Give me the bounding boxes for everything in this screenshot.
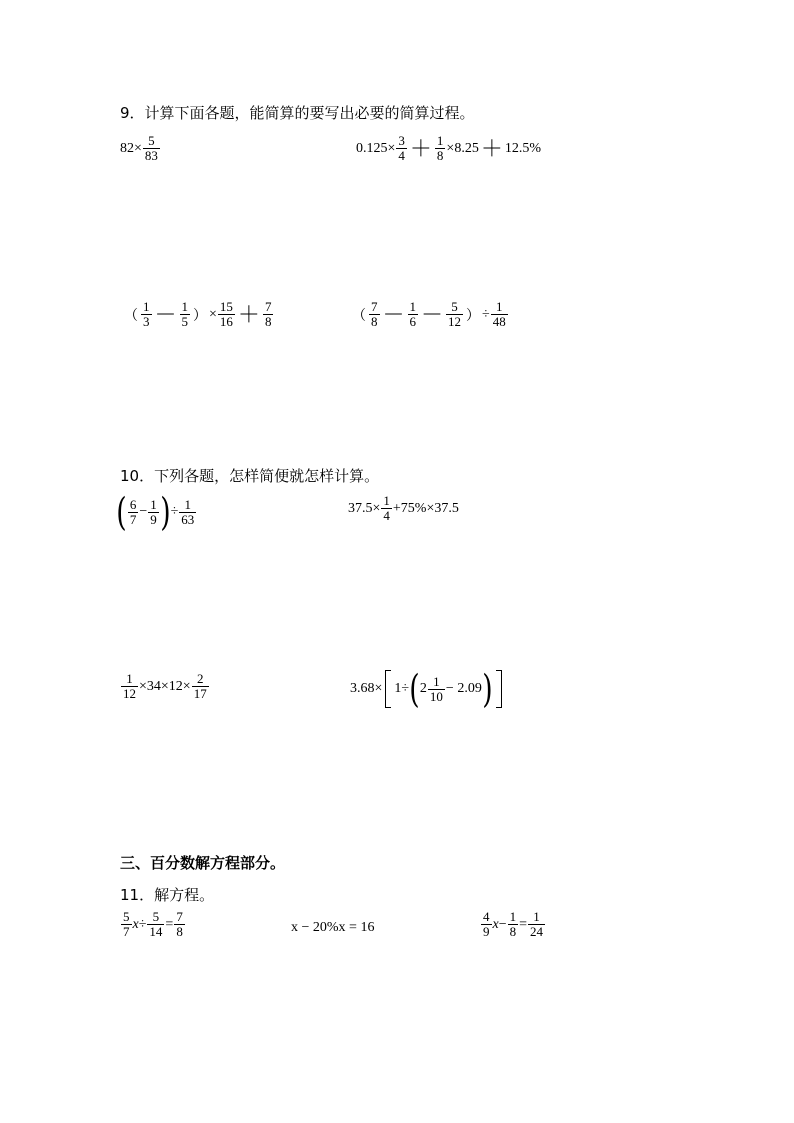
math-token: )	[159, 490, 171, 534]
fraction-numerator: 1	[509, 909, 517, 924]
math-token: =	[519, 916, 528, 932]
fraction-denominator: 16	[219, 314, 233, 329]
math-token: 12.5%	[504, 140, 542, 156]
fraction	[218, 300, 235, 329]
math-token: ÷	[138, 916, 147, 932]
q11-expr-2	[291, 920, 374, 936]
fraction	[147, 910, 164, 939]
q9-expr-1	[120, 134, 161, 163]
fraction-numerator: 1	[150, 496, 157, 512]
math-token: (	[116, 490, 127, 534]
math-token: − 2.09	[445, 681, 482, 696]
fraction	[381, 494, 392, 523]
fraction-numerator: 1	[436, 133, 444, 148]
fraction-denominator: 8	[176, 924, 183, 939]
fraction-denominator: 83	[144, 148, 158, 163]
fraction	[491, 300, 508, 329]
math-token: 82×	[120, 140, 142, 156]
math-token: 1÷	[394, 681, 410, 696]
section-3-title: 三、百分数解方程部分。	[120, 854, 286, 872]
fraction-numerator: 7	[371, 299, 378, 314]
fraction-numerator: 5	[148, 133, 155, 148]
math-token: x	[492, 916, 499, 932]
fraction-numerator: 1	[184, 496, 191, 512]
fraction-numerator: 1	[533, 909, 540, 924]
math-token: ×	[209, 306, 217, 322]
fraction-numerator: 1	[495, 299, 503, 314]
math-token: ÷	[482, 306, 490, 322]
fraction	[180, 300, 191, 329]
fraction-numerator: 5	[152, 909, 160, 924]
fraction-denominator: 6	[409, 314, 417, 329]
fraction-numerator: 6	[129, 496, 137, 512]
fraction-numerator: 7	[264, 299, 272, 314]
q10-expr-2	[348, 494, 459, 523]
math-token: −	[498, 916, 507, 932]
math-token: ×8.25	[446, 140, 479, 156]
fraction-numerator: 1	[383, 493, 390, 508]
fraction	[141, 300, 152, 329]
q9-title: 9．计算下面各题，能简算的要写出必要的简算过程。	[120, 104, 475, 122]
fraction-denominator: 63	[181, 511, 195, 527]
fraction	[435, 134, 446, 163]
math-token: +75%×37.5	[392, 500, 459, 516]
fraction-denominator: 24	[530, 924, 544, 939]
fraction-numerator: 1	[409, 299, 417, 314]
q11-title: 11．解方程。	[120, 886, 215, 904]
fraction	[528, 910, 545, 939]
fraction-numerator: 1	[143, 299, 150, 314]
fraction	[121, 910, 132, 939]
fraction-numerator: 1	[126, 671, 133, 686]
fraction	[179, 498, 196, 527]
math-token: （	[124, 307, 138, 324]
fraction	[481, 910, 492, 939]
math-token: 2	[419, 681, 427, 696]
fraction-denominator: 9	[483, 924, 490, 939]
fraction-denominator: 10	[429, 688, 443, 704]
fraction-denominator: 17	[193, 686, 207, 701]
fraction-denominator: 7	[129, 511, 137, 527]
fraction-numerator: 15	[219, 299, 233, 314]
math-token: −	[139, 504, 148, 519]
fraction-numerator: 5	[451, 299, 458, 314]
math-token: =	[165, 916, 174, 932]
math-token: －	[154, 301, 177, 327]
fraction-denominator: 12	[123, 686, 136, 701]
fraction-denominator: 4	[398, 148, 405, 163]
math-token: (	[409, 667, 420, 711]
fraction	[369, 300, 380, 329]
math-token	[420, 675, 446, 704]
fraction-denominator: 5	[181, 314, 189, 329]
fraction-denominator: 8	[509, 924, 517, 939]
fraction	[446, 300, 463, 329]
q11-expr-3	[480, 910, 546, 939]
fraction-denominator: 9	[150, 511, 157, 527]
fraction	[428, 675, 445, 704]
math-token: 37.5×	[348, 500, 381, 516]
math-token: ＋	[237, 301, 260, 327]
left-bracket	[385, 670, 391, 708]
fraction-numerator: 1	[433, 673, 440, 689]
fraction-numerator: 1	[181, 299, 189, 314]
fraction	[121, 672, 138, 701]
fraction-denominator: 8	[371, 314, 378, 329]
q9-expr-3	[122, 300, 274, 329]
fraction-denominator: 48	[492, 314, 506, 329]
fraction	[508, 910, 519, 939]
math-token: ×34×12×	[139, 678, 191, 694]
fraction	[148, 498, 159, 527]
q10-expr-1	[116, 490, 197, 534]
fraction-denominator: 8	[264, 314, 272, 329]
math-token: ）	[193, 307, 208, 324]
fraction-numerator: 2	[196, 671, 204, 686]
q10-expr-4	[350, 667, 505, 711]
q11-expr-1	[120, 910, 186, 939]
q10-title: 10．下列各题，怎样简便就怎样计算。	[120, 467, 380, 485]
fraction	[408, 300, 419, 329]
fraction	[174, 910, 185, 939]
math-token: )	[482, 667, 493, 711]
math-token: ）	[466, 307, 481, 324]
fraction-denominator: 8	[436, 148, 444, 163]
fraction	[263, 300, 274, 329]
math-token: ＋	[480, 135, 503, 161]
fraction-numerator: 5	[123, 909, 130, 924]
q9-expr-2	[356, 134, 541, 163]
math-token: 3.68×	[350, 681, 383, 696]
right-bracket	[496, 670, 502, 708]
fraction-denominator: 3	[143, 314, 150, 329]
math-token: ÷	[170, 504, 179, 519]
fraction	[143, 134, 160, 163]
math-token: －	[421, 301, 444, 327]
q10-expr-3	[120, 672, 210, 701]
fraction-denominator: 4	[383, 508, 390, 523]
fraction-numerator: 3	[398, 133, 405, 148]
math-token: x − 20%x = 16	[291, 920, 375, 935]
math-token: 0.125×	[356, 140, 396, 156]
fraction-numerator: 4	[483, 909, 490, 924]
fraction-denominator: 12	[448, 314, 462, 329]
fraction-denominator: 14	[149, 924, 163, 939]
math-token: ＋	[409, 135, 432, 161]
fraction	[128, 498, 139, 527]
fraction-numerator: 7	[176, 909, 183, 924]
fraction-denominator: 7	[123, 924, 130, 939]
math-token: x	[132, 916, 139, 932]
math-token: －	[382, 301, 405, 327]
fraction	[192, 672, 209, 701]
q9-expr-4	[350, 300, 509, 329]
math-token: （	[352, 307, 366, 324]
fraction	[396, 134, 407, 163]
